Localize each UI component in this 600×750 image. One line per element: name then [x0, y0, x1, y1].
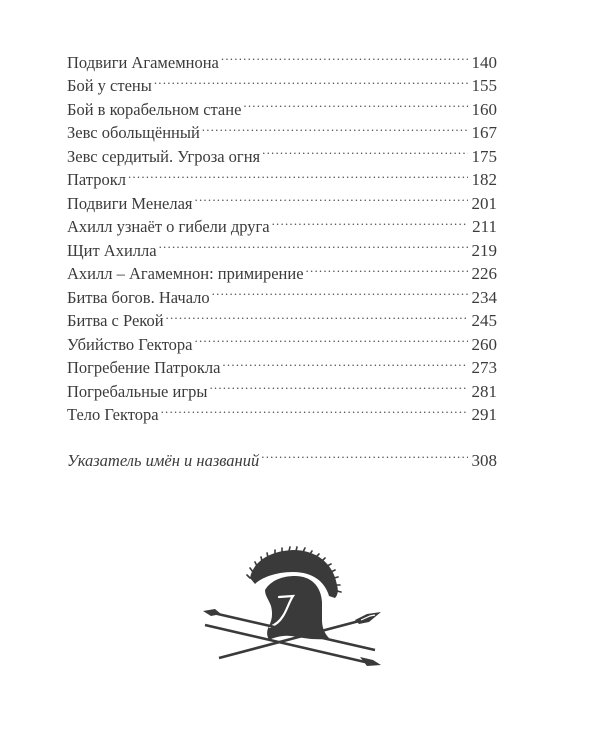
toc-entry-page: 211	[472, 217, 497, 236]
toc-entry-title: Патрокл	[67, 170, 126, 189]
toc-entry-title: Подвиги Менелая	[67, 193, 193, 213]
dot-leader	[128, 162, 468, 186]
toc-entry-title: Бой в корабельном стане	[67, 99, 242, 119]
toc-entry-page: 182	[471, 170, 497, 189]
toc-entry-title: Погребение Патрокла	[67, 358, 221, 377]
dot-leader	[243, 91, 467, 115]
toc-entry-page: 160	[471, 99, 497, 119]
toc-entry-title: Подвиги Агамемнона	[67, 52, 219, 72]
toc-entry-title: Зевс сердитый. Угроза огня	[67, 146, 261, 166]
toc-entry-title: Зевс обольщённый	[67, 123, 200, 142]
toc-entry-page: 167	[471, 123, 497, 142]
dot-leader	[212, 279, 468, 303]
toc-entry-title: Тело Гектора	[67, 405, 159, 424]
dot-leader	[306, 256, 468, 280]
dot-leader	[222, 350, 467, 374]
dot-leader	[154, 68, 468, 92]
toc-entry-page: 175	[471, 146, 497, 166]
dot-leader	[262, 138, 467, 162]
toc-entry-title: Битва с Рекой	[67, 311, 164, 330]
greek-helmet-spears-icon	[195, 540, 405, 680]
toc-entry-title: Ахилл – Агамемнон: примирение	[67, 264, 304, 283]
toc-entry[interactable]	[67, 185, 497, 213]
dot-leader	[195, 326, 468, 350]
toc-entry-page: 226	[471, 264, 497, 283]
toc-entry-page: 260	[471, 334, 497, 354]
toc-entry-page: 291	[471, 405, 497, 424]
toc-entry-title: Бой у стены	[67, 76, 152, 95]
toc-entry-page: 308	[471, 450, 497, 470]
toc-entry-page: 281	[471, 381, 497, 401]
toc-entry-page: 245	[471, 311, 497, 330]
toc-entry-title: Указатель имён и названий	[67, 450, 260, 470]
table-of-contents	[67, 44, 497, 470]
dot-leader	[261, 442, 467, 466]
toc-entry[interactable]	[67, 162, 497, 189]
dot-leader	[161, 397, 468, 421]
toc-entry-title: Ахилл узнаёт о гибели друга	[67, 217, 270, 236]
toc-entry-page: 219	[471, 240, 497, 260]
dot-leader	[166, 303, 468, 327]
toc-entry-title: Убийство Гектора	[67, 334, 193, 354]
toc-entry-page: 201	[471, 193, 497, 213]
dot-leader	[202, 115, 468, 139]
toc-index-entry[interactable]	[67, 442, 497, 470]
toc-entry[interactable]	[67, 44, 497, 72]
toc-entry-title: Погребальные игры	[67, 381, 208, 401]
dot-leader	[272, 209, 469, 233]
dot-leader	[221, 44, 468, 68]
dot-leader	[209, 373, 467, 397]
toc-entry-title: Битва богов. Начало	[67, 287, 210, 307]
toc-entry-page: 155	[471, 76, 497, 95]
dot-leader	[195, 185, 468, 209]
toc-entry-page: 234	[471, 287, 497, 307]
toc-entry-title: Щит Ахилла	[67, 240, 157, 260]
toc-entry-page: 140	[471, 52, 497, 72]
toc-entry-page: 273	[471, 358, 497, 377]
dot-leader	[159, 232, 468, 256]
